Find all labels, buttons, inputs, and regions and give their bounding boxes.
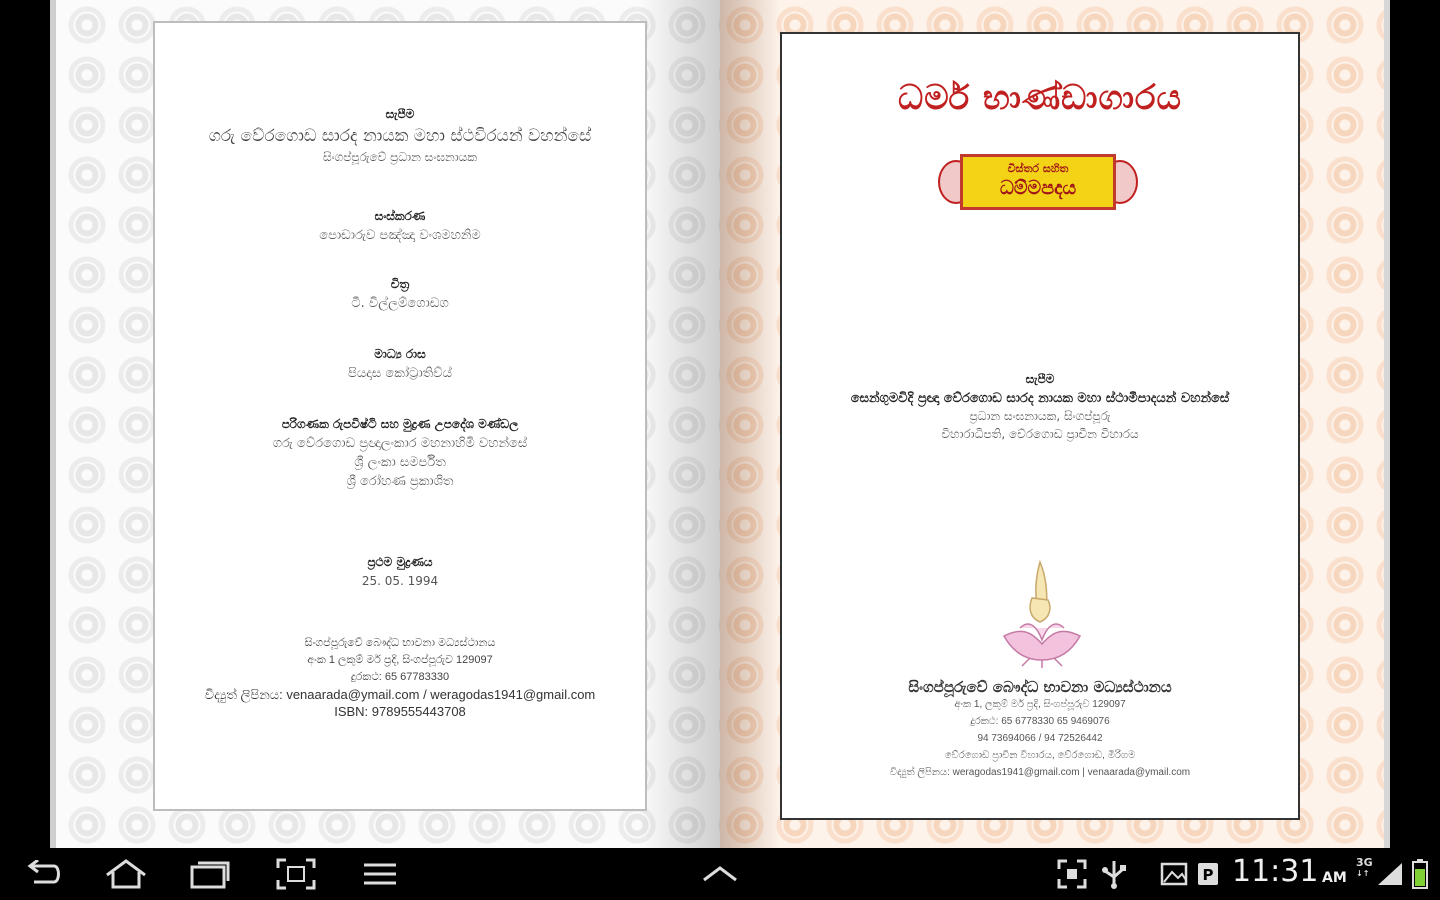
credit-role: චිත්‍ර — [390, 277, 410, 291]
credit-line: ශ්‍රී රෝහණ ප්‍රකාශිත — [346, 474, 454, 489]
home-icon[interactable] — [102, 856, 150, 892]
badge-top-text: විස්තර සහිත — [1007, 162, 1069, 175]
credit-first-print — [155, 555, 645, 588]
publisher-email: විද්‍යුත් ලිපිනය: venaarada@ymail.com / weragodas1941@gmail.com — [204, 687, 596, 702]
credit-cover — [155, 347, 645, 381]
publisher-block — [782, 678, 1298, 781]
credit-name: ගරු වේරගොඩ සාරද නායක මහා ස්ථවිරයන් වහන්සේ — [208, 126, 592, 146]
isbn: ISBN: 9789555443708 — [334, 704, 466, 719]
publisher-name: සිංගප්පූරුවේ බෞද්ධ භාවනා මධ්‍යස්ථානය — [908, 678, 1172, 696]
battery-icon — [1404, 856, 1436, 892]
badge-plate — [960, 154, 1116, 210]
recent-apps-icon[interactable] — [186, 856, 234, 892]
publisher-line: දුරකථ: 65 67783330 — [350, 671, 450, 683]
credit-illustrator — [155, 277, 645, 311]
title-page[interactable] — [780, 32, 1300, 820]
credit-name: පොඩාරුව පඤ්ඤා වංශමහනිම — [319, 228, 481, 243]
network-type — [1356, 858, 1373, 879]
author-sub: ප්‍රධාන සංඝනායක, සිංගප්පූරු — [969, 409, 1111, 423]
system-bar — [0, 848, 1440, 900]
credit-role: සැපීම — [385, 107, 415, 121]
author-name: සෙන්ගුමවිදි ප්‍රඥා වේරගොඩ සාරද නායක මහා ස්ථාමීපාදයන් වහන්සේ — [850, 391, 1230, 406]
usb-icon — [1090, 856, 1138, 892]
chevron-up-icon[interactable] — [696, 856, 744, 892]
credit-name: ටී. විල්ලම්ගොඩග — [351, 296, 449, 311]
credit-role: පරිගණක රුපවිෂ්ටි සහ මුද්‍රණ උපදේශ මණ්ඩල — [281, 417, 519, 431]
credit-role: ප්‍රථම මුද්‍රණය — [367, 555, 433, 569]
spine-shadow-right — [720, 0, 780, 848]
credit-name: 25. 05. 1994 — [361, 574, 439, 588]
screenshot-icon[interactable] — [272, 856, 320, 892]
lotus-emblem-icon — [1000, 558, 1084, 668]
publisher-line: අංක 1 ලකුම් මර් ප්‍රදි, සිංගප්පූරුව 129097 — [307, 654, 493, 666]
credit-editor — [155, 209, 645, 243]
publisher-line: දුරකථ: 65 6778330 65 9469076 — [970, 716, 1110, 727]
signal-icon — [1372, 856, 1408, 892]
publisher-line: වේරගොඩ ප්‍රාචීන විහාරය, වේරගොඩ, මීරිගම — [944, 750, 1136, 761]
author-block — [782, 372, 1298, 442]
credit-author — [155, 107, 645, 165]
clock-ampm: AM — [1322, 870, 1347, 886]
publisher-line: විද්‍යුත් ලිපිනය: weragodas1941@gmail.com | venaarada@ymail.com — [889, 767, 1191, 778]
publisher-line: සිංගප්පූරුවේ බෞද්ධ භාවනා මධ්‍යස්ථානය — [304, 637, 496, 649]
network-label: 3G — [1356, 856, 1373, 869]
credit-line: ශ්‍රී ලංකා සමර්පිත — [354, 455, 446, 470]
credit-role: මාධ්‍ය රාස — [374, 347, 426, 361]
fullscreen-icon[interactable] — [1048, 856, 1096, 892]
spine-shadow-left — [640, 0, 720, 848]
credit-sub: සිංගප්පූරුවේ ප්‍රධාන සංඝනායක — [322, 150, 478, 164]
parking-icon — [1184, 856, 1232, 892]
clock: 11:31 — [1232, 854, 1319, 889]
author-sub: විහාරාධිපති, වේරගොඩ ප්‍රාචීන විහාරය — [941, 427, 1139, 441]
svg-text:P: P — [1202, 866, 1214, 884]
badge-main-text: ධම්මපදය — [999, 177, 1077, 199]
credit-typesetting — [155, 417, 645, 489]
network-activity: ↓↑ — [1356, 869, 1370, 878]
publisher-info — [155, 635, 645, 720]
credit-name: පියදාස කෝට්‍රාතිව්ය් — [348, 366, 452, 381]
credit-line: ගරු වේරගොඩ ප්‍රඥාලංකාර මහනාහිමි වහන්සේ — [272, 436, 528, 451]
credits-page[interactable] — [153, 21, 647, 811]
menu-icon[interactable] — [356, 856, 404, 892]
author-role: සැපීම — [1025, 372, 1055, 386]
back-icon[interactable] — [20, 856, 68, 892]
publisher-line: 94 73694066 / 94 72526442 — [977, 733, 1103, 744]
right-page-edge — [1384, 0, 1390, 848]
subtitle-badge — [938, 152, 1138, 212]
publisher-line: අංක 1, ලකුම් මර් ප්‍රදි, සිංගප්පූරුව 129097 — [954, 699, 1126, 710]
book-title: ධර්ම භාණ්ඩාගාරය — [898, 78, 1182, 118]
credit-role: සංස්කරණ — [374, 209, 426, 223]
